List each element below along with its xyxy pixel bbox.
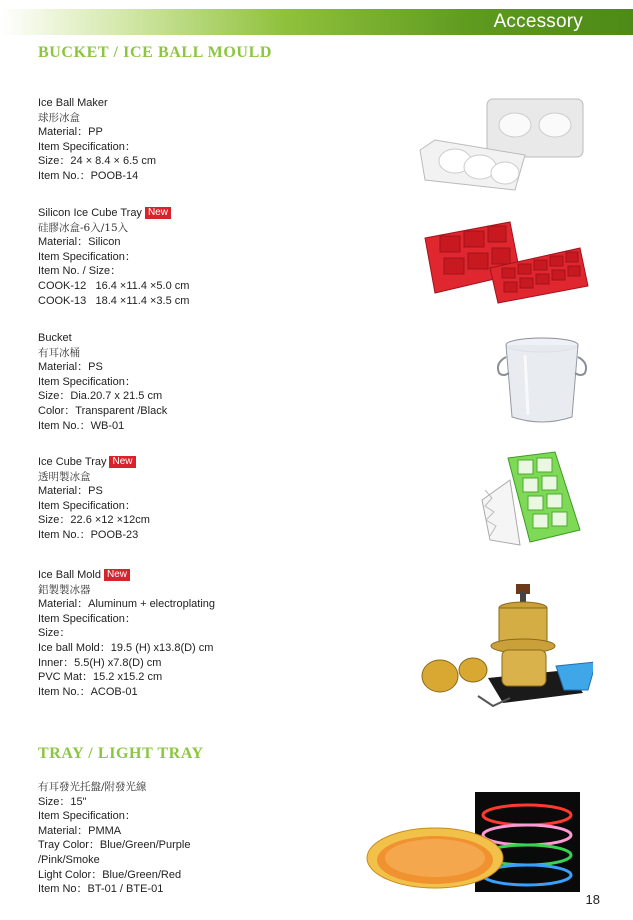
- product-name-zh: 有耳發光托盤/附發光線: [38, 781, 147, 793]
- product-material: Material：PS: [38, 485, 103, 498]
- new-badge: New: [104, 569, 130, 581]
- product-light-tray: [38, 780, 190, 897]
- product-mold-size: Ice ball Mold：19.5 (H) x13.8(D) cm: [38, 641, 214, 654]
- product-item-no: Item No.：POOB-14: [38, 169, 139, 182]
- product-name: Ice Ball Mold: [38, 569, 101, 581]
- product-material: Material：Silicon: [38, 236, 121, 249]
- silicon-tray-image: [420, 218, 595, 308]
- product-spec: Item Specification：: [38, 810, 136, 823]
- product-ice-ball-maker: [38, 96, 156, 184]
- product-silicon-ice-cube-tray: [38, 206, 189, 308]
- product-material: Material：PP: [38, 126, 103, 139]
- product-ice-cube-tray: [38, 455, 150, 543]
- product-color: Color：Transparent /Black: [38, 404, 168, 417]
- product-size: Size：Dia.20.7 x 21.5 cm: [38, 390, 163, 403]
- product-spec: Item Specification：: [38, 612, 136, 625]
- ice-ball-maker-image: [415, 95, 595, 195]
- product-spec: Item Specification：: [38, 375, 136, 388]
- new-badge: New: [145, 207, 171, 219]
- product-size: Size：24 × 8.4 × 6.5 cm: [38, 155, 157, 168]
- product-name-zh: 有耳冰桶: [38, 346, 80, 359]
- product-item-no: Item No：BT-01 / BTE-01: [38, 883, 164, 896]
- product-tray-color-cont: /Pink/Smoke: [38, 853, 100, 866]
- bucket-image: [495, 335, 590, 430]
- product-tray-color: Tray Color：Blue/Green/Purple: [38, 839, 191, 852]
- product-name-zh: 透明製冰盒: [38, 470, 91, 483]
- section-title-bucket: BUCKET / ICE BALL MOULD: [38, 44, 272, 61]
- product-material: Material：PS: [38, 361, 103, 374]
- product-name: Bucket: [38, 332, 72, 344]
- product-spec: Item Specification：: [38, 250, 136, 263]
- product-spec: Item Specification：: [38, 140, 136, 153]
- product-item-no: Item No.：WB-01: [38, 419, 125, 432]
- product-name: Ice Ball Maker: [38, 97, 108, 109]
- product-name-zh: 鋁製製冰器: [38, 583, 91, 596]
- page-category-title: Accessory: [493, 11, 583, 32]
- product-ice-ball-mold: [38, 568, 215, 699]
- ice-cube-tray-image: [480, 450, 590, 550]
- product-name: Silicon Ice Cube Tray: [38, 207, 142, 219]
- light-tray-image: [365, 790, 590, 900]
- product-inner-size: Inner：5.5(H) x7.8(D) cm: [38, 656, 162, 669]
- product-name-zh: 硅膠冰盒-6入/15入: [38, 221, 129, 234]
- product-material: Material：Aluminum + electroplating: [38, 598, 215, 611]
- product-name-zh: 球形冰盒: [38, 111, 80, 124]
- product-name: Ice Cube Tray: [38, 456, 107, 468]
- product-item-size-label: Item No. / Size：: [38, 265, 122, 278]
- product-size-row: COOK-12 16.4 ×11.4 ×5.0 cm: [38, 279, 190, 292]
- product-size: Size：15": [38, 795, 87, 808]
- product-size: Size：: [38, 627, 71, 640]
- ice-ball-mold-image: [418, 578, 593, 718]
- product-material: Material：PMMA: [38, 824, 122, 837]
- new-badge: New: [109, 456, 135, 468]
- product-light-color: Light Color：Blue/Green/Red: [38, 868, 182, 881]
- product-bucket: [38, 331, 167, 433]
- product-item-no: Item No.：POOB-23: [38, 528, 139, 541]
- section-title-tray: TRAY / LIGHT TRAY: [38, 745, 204, 762]
- product-item-no: Item No.：ACOB-01: [38, 685, 138, 698]
- product-spec: Item Specification：: [38, 499, 136, 512]
- product-size: Size：22.6 ×12 ×12cm: [38, 514, 150, 527]
- product-size-row: COOK-13 18.4 ×11.4 ×3.5 cm: [38, 294, 190, 307]
- product-mat-size: PVC Mat：15.2 x15.2 cm: [38, 671, 163, 684]
- page-number: 18: [585, 892, 600, 907]
